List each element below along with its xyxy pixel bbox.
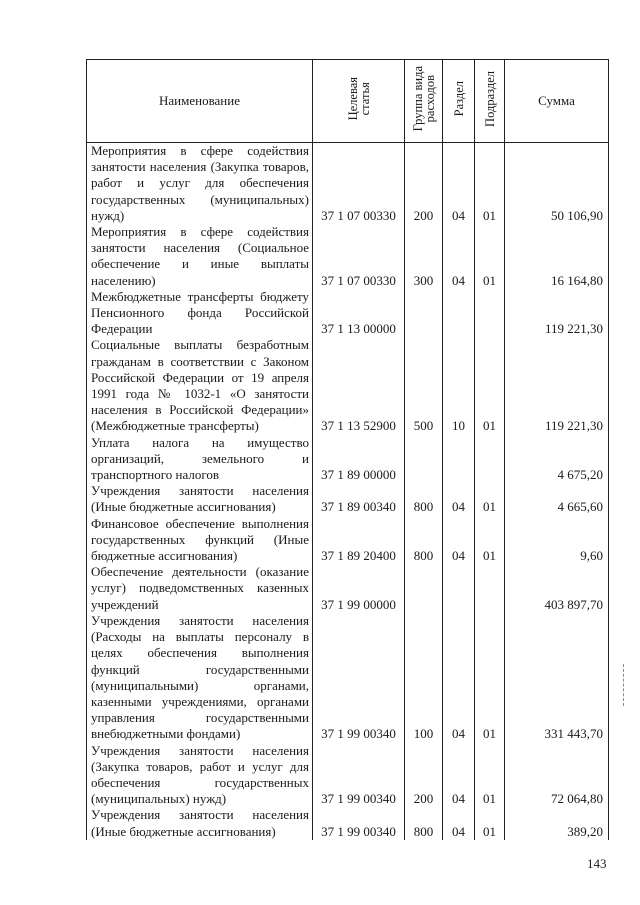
row-sum-text: 119 221,30: [544, 418, 603, 434]
row-sum-cell: [505, 435, 609, 484]
table-row: [87, 564, 609, 613]
row-sum-cell: [505, 483, 609, 515]
row-section-text: 04: [452, 726, 465, 742]
row-group-text: 500: [413, 418, 434, 434]
table-row: [87, 143, 609, 225]
row-sum-cell: [505, 807, 609, 839]
row-name-cell: [87, 483, 313, 515]
row-section-text: 04: [452, 823, 465, 839]
margin-mark: [623, 664, 625, 706]
row-name-text: Учреждения занятости населения (Закупка товаров, работ и услуг для обеспечения государственных (муниципальных) нужд): [91, 742, 309, 807]
row-target-text: 37 1 99 00340: [321, 791, 396, 807]
row-group-cell: [405, 743, 443, 808]
row-sum-text: 403 897,70: [544, 596, 603, 612]
table-row: [87, 613, 609, 743]
row-target-text: 37 1 99 00340: [321, 726, 396, 742]
row-subsection-cell: [475, 143, 505, 225]
row-sum-text: 119 221,30: [544, 321, 603, 337]
row-target-cell: [313, 613, 405, 743]
row-name-cell: [87, 435, 313, 484]
row-section-text: 10: [452, 418, 465, 434]
row-subsection-cell: [475, 807, 505, 839]
row-target-text: 37 1 07 00330: [321, 272, 396, 288]
table-row: [87, 337, 609, 434]
row-target-text: 37 1 89 00340: [321, 499, 396, 515]
row-section-text: 04: [452, 791, 465, 807]
row-sum-cell: [505, 613, 609, 743]
row-sum-text: 50 106,90: [551, 207, 603, 223]
row-name-cell: [87, 807, 313, 839]
row-subsection-text: 01: [483, 272, 496, 288]
table-body: [87, 143, 609, 840]
row-section-cell: [443, 143, 475, 225]
row-target-cell: [313, 807, 405, 839]
row-section-cell: [443, 516, 475, 565]
row-name-cell: [87, 289, 313, 338]
row-group-cell: [405, 224, 443, 289]
row-target-text: 37 1 89 00000: [321, 467, 396, 483]
row-group-cell: [405, 613, 443, 743]
row-name-cell: [87, 743, 313, 808]
budget-table: [86, 59, 609, 840]
row-name-text: Мероприятия в сфере содействия занятости населения (Социальное обеспечение и иные выплаты населению): [91, 224, 309, 288]
row-group-cell: [405, 807, 443, 839]
row-subsection-text: 01: [483, 548, 496, 564]
row-subsection-cell: [475, 613, 505, 743]
row-name-cell: [87, 337, 313, 434]
row-target-text: 37 1 13 52900: [321, 418, 396, 434]
table-row: [87, 743, 609, 808]
row-group-text: 300: [413, 272, 434, 288]
row-section-cell: [443, 807, 475, 839]
row-sum-cell: [505, 289, 609, 338]
table-row: [87, 289, 609, 338]
table-header-row: [87, 60, 609, 143]
row-subsection-cell: [475, 564, 505, 613]
row-subsection-text: 01: [483, 823, 496, 839]
row-name-cell: [87, 613, 313, 743]
row-name-cell: [87, 564, 313, 613]
row-section-cell: [443, 289, 475, 338]
row-target-cell: [313, 289, 405, 338]
row-subsection-text: 01: [483, 418, 496, 434]
row-group-cell: [405, 337, 443, 434]
row-subsection-text: 01: [483, 726, 496, 742]
row-section-cell: [443, 483, 475, 515]
row-name-text: Обеспечение деятельности (оказание услуг) подведомственных казенных учреждений: [91, 564, 309, 612]
page-number: 143: [587, 856, 607, 871]
header-subsection: [475, 60, 505, 143]
row-section-cell: [443, 435, 475, 484]
row-subsection-cell: [475, 743, 505, 808]
row-group-text: 200: [413, 791, 434, 807]
header-section: [443, 60, 475, 143]
header-target-label: Целевая статья: [345, 77, 372, 121]
header-group-label: Группа вида расходов: [410, 66, 437, 132]
row-group-cell: [405, 435, 443, 484]
row-subsection-cell: [475, 483, 505, 515]
row-name-text: Учреждения занятости населения (Иные бюджетные ассигнования): [91, 483, 309, 515]
table-row: [87, 435, 609, 484]
row-target-cell: [313, 483, 405, 515]
row-sum-text: 16 164,80: [551, 272, 603, 288]
row-target-cell: [313, 435, 405, 484]
row-section-cell: [443, 337, 475, 434]
row-group-text: 800: [413, 499, 434, 515]
header-subsection-label: Подраздел: [482, 71, 497, 127]
row-target-cell: [313, 224, 405, 289]
row-subsection-text: 01: [483, 499, 496, 515]
row-section-cell: [443, 743, 475, 808]
row-section-cell: [443, 613, 475, 743]
header-group: [405, 60, 443, 143]
row-sum-text: 4 665,60: [557, 499, 603, 515]
table-row: [87, 483, 609, 515]
row-target-text: 37 1 99 00340: [321, 823, 396, 839]
row-sum-cell: [505, 564, 609, 613]
row-name-text: Социальные выплаты безработным гражданам в соответствии с Законом Российской Федерации от 19 апреля 1991 года № 1032-1 «О занятости населения в Российской Федерации» (Межбюджетные трансферты): [91, 337, 309, 434]
row-target-cell: [313, 743, 405, 808]
row-sum-cell: [505, 143, 609, 225]
row-sum-text: 4 675,20: [557, 467, 603, 483]
row-group-cell: [405, 564, 443, 613]
row-name-text: Уплата налога на имущество организаций, земельного и транспортного налогов: [91, 434, 309, 483]
row-group-text: 100: [413, 726, 434, 742]
row-sum-text: 331 443,70: [544, 726, 603, 742]
row-group-text: 200: [413, 207, 434, 223]
row-group-text: 800: [413, 548, 434, 564]
row-name-cell: [87, 143, 313, 225]
row-sum-cell: [505, 337, 609, 434]
table-row: [87, 807, 609, 839]
row-sum-cell: [505, 516, 609, 565]
row-sum-cell: [505, 224, 609, 289]
row-section-text: 04: [452, 499, 465, 515]
row-subsection-cell: [475, 289, 505, 338]
row-group-cell: [405, 516, 443, 565]
row-sum-text: 9,60: [580, 548, 603, 564]
header-target: [313, 60, 405, 143]
row-target-cell: [313, 564, 405, 613]
row-name-text: Мероприятия в сфере содействия занятости населения (Закупка товаров, работ и услуг для обеспечения государственных (муниципальных) нужд): [91, 143, 309, 223]
header-name: Наименование: [87, 60, 313, 143]
row-target-text: 37 1 99 00000: [321, 596, 396, 612]
row-subsection-cell: [475, 224, 505, 289]
table-row: [87, 224, 609, 289]
row-section-text: 04: [452, 272, 465, 288]
row-subsection-text: 01: [483, 791, 496, 807]
row-subsection-cell: [475, 435, 505, 484]
row-subsection-text: 01: [483, 207, 496, 223]
row-name-cell: [87, 224, 313, 289]
row-section-cell: [443, 224, 475, 289]
row-section-text: 04: [452, 548, 465, 564]
header-section-label: Раздел: [451, 81, 466, 117]
row-name-text: Учреждения занятости населения (Расходы на выплаты персоналу в целях обеспечения выполнения функций государственными (муниципальными) органами, казенными учреждениями, органами управления государственными внебюджетными фондами): [91, 612, 309, 742]
row-name-text: Учреждения занятости населения (Иные бюджетные ассигнования): [91, 807, 309, 839]
row-section-cell: [443, 564, 475, 613]
row-group-text: 800: [413, 823, 434, 839]
row-sum-text: 72 064,80: [551, 791, 603, 807]
row-section-text: 04: [452, 207, 465, 223]
row-target-cell: [313, 143, 405, 225]
row-target-cell: [313, 516, 405, 565]
row-target-text: 37 1 13 00000: [321, 321, 396, 337]
row-name-cell: [87, 516, 313, 565]
row-group-cell: [405, 289, 443, 338]
row-target-text: 37 1 89 20400: [321, 548, 396, 564]
row-target-cell: [313, 337, 405, 434]
header-sum: Сумма: [505, 60, 609, 143]
row-subsection-cell: [475, 516, 505, 565]
table-row: [87, 516, 609, 565]
row-sum-text: 389,20: [567, 823, 603, 839]
row-subsection-cell: [475, 337, 505, 434]
row-target-text: 37 1 07 00330: [321, 207, 396, 223]
row-group-cell: [405, 483, 443, 515]
row-sum-cell: [505, 743, 609, 808]
row-name-text: Межбюджетные трансферты бюджету Пенсионного фонда Российской Федерации: [91, 288, 309, 337]
row-name-text: Финансовое обеспечение выполнения государственных функций (Иные бюджетные ассигнования): [91, 515, 309, 564]
row-group-cell: [405, 143, 443, 225]
